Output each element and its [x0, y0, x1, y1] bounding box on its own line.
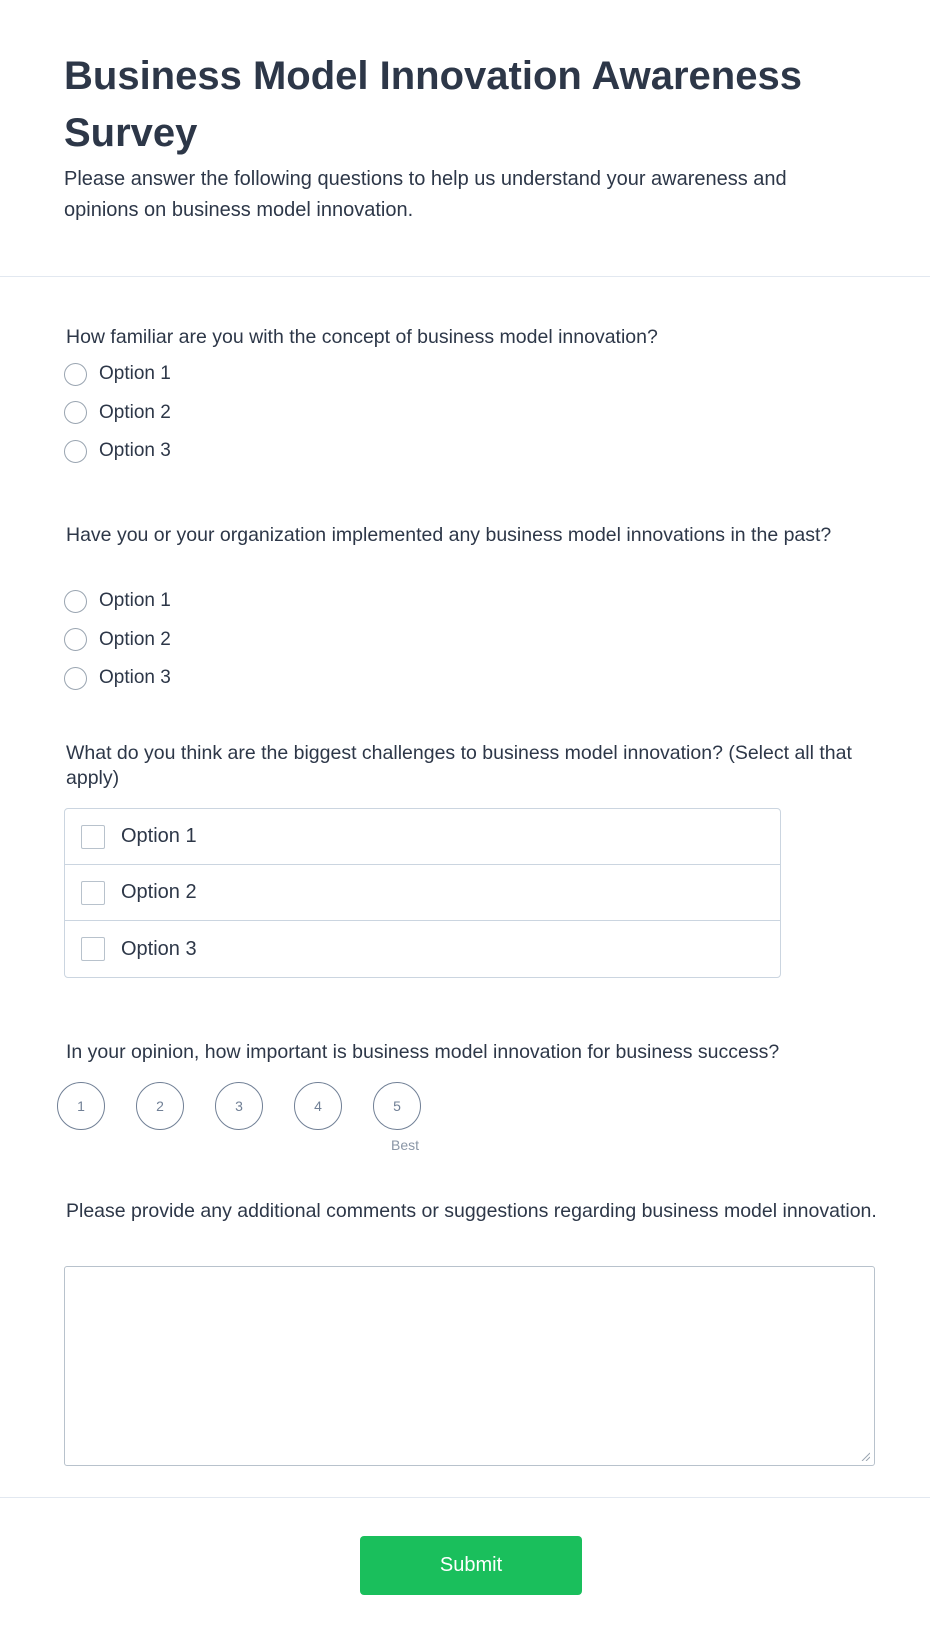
rating-option-5[interactable]: 5: [373, 1082, 421, 1130]
survey-header: [0, 0, 930, 277]
rating-option-4[interactable]: 4: [294, 1082, 342, 1130]
radio-label: Option 1: [99, 363, 171, 385]
question-3: [66, 741, 886, 791]
question-1-option-3[interactable]: [64, 432, 171, 471]
question-5: [66, 1199, 886, 1224]
question-3-option-3[interactable]: [65, 921, 780, 977]
rating-scale: [57, 1082, 557, 1162]
question-3-option-1[interactable]: [65, 809, 780, 865]
question-2-options: [64, 582, 171, 698]
checkbox[interactable]: [81, 881, 105, 905]
radio-label: Option 1: [99, 590, 171, 612]
resize-handle-icon[interactable]: [860, 1451, 870, 1461]
question-1: [66, 325, 886, 350]
question-3-label: What do you think are the biggest challenges to business model innovation? (Select all that apply): [66, 742, 852, 789]
question-4-label: In your opinion, how important is business model innovation for business success?: [66, 1041, 780, 1063]
checkbox[interactable]: [81, 825, 105, 849]
radio-label: Option 2: [99, 401, 171, 423]
checkbox-label: Option 2: [121, 881, 197, 903]
radio-button[interactable]: [64, 440, 87, 463]
question-2: [66, 523, 886, 548]
radio-label: Option 3: [99, 667, 171, 689]
question-1-label: How familiar are you with the concept of business model innovation?: [66, 326, 658, 348]
question-2-option-3[interactable]: [64, 659, 171, 698]
question-1-option-2[interactable]: [64, 394, 171, 433]
question-2-option-2[interactable]: [64, 621, 171, 660]
radio-label: Option 2: [99, 628, 171, 650]
checkbox-label: Option 1: [121, 825, 197, 847]
comments-textarea[interactable]: [64, 1266, 875, 1466]
checkbox[interactable]: [81, 937, 105, 961]
question-2-option-1[interactable]: [64, 582, 171, 621]
question-5-label: Please provide any additional comments or suggestions regarding business model innovation.: [66, 1200, 877, 1222]
rating-option-3[interactable]: 3: [215, 1082, 263, 1130]
radio-button[interactable]: [64, 401, 87, 424]
radio-button[interactable]: [64, 363, 87, 386]
submit-button[interactable]: Submit: [360, 1536, 582, 1595]
page-subtitle: Please answer the following questions to help us understand your awareness and opinions on business model innovation.: [64, 168, 787, 221]
question-2-label: Have you or your organization implemented any business model innovations in the past?: [66, 524, 832, 546]
question-4: [66, 1040, 886, 1065]
rating-max-caption: Best: [391, 1137, 420, 1153]
survey-footer: [0, 1497, 930, 1644]
question-3-option-2[interactable]: [65, 865, 780, 921]
radio-button[interactable]: [64, 667, 87, 690]
radio-button[interactable]: [64, 590, 87, 613]
radio-label: Option 3: [99, 440, 171, 462]
radio-button[interactable]: [64, 628, 87, 651]
question-1-options: [64, 355, 171, 471]
question-3-options: [64, 808, 781, 978]
page-title: Business Model Innovation Awareness Survey: [64, 54, 802, 155]
rating-option-1[interactable]: 1: [57, 1082, 105, 1130]
rating-option-2[interactable]: 2: [136, 1082, 184, 1130]
checkbox-label: Option 3: [121, 937, 197, 960]
question-1-option-1[interactable]: [64, 355, 171, 394]
